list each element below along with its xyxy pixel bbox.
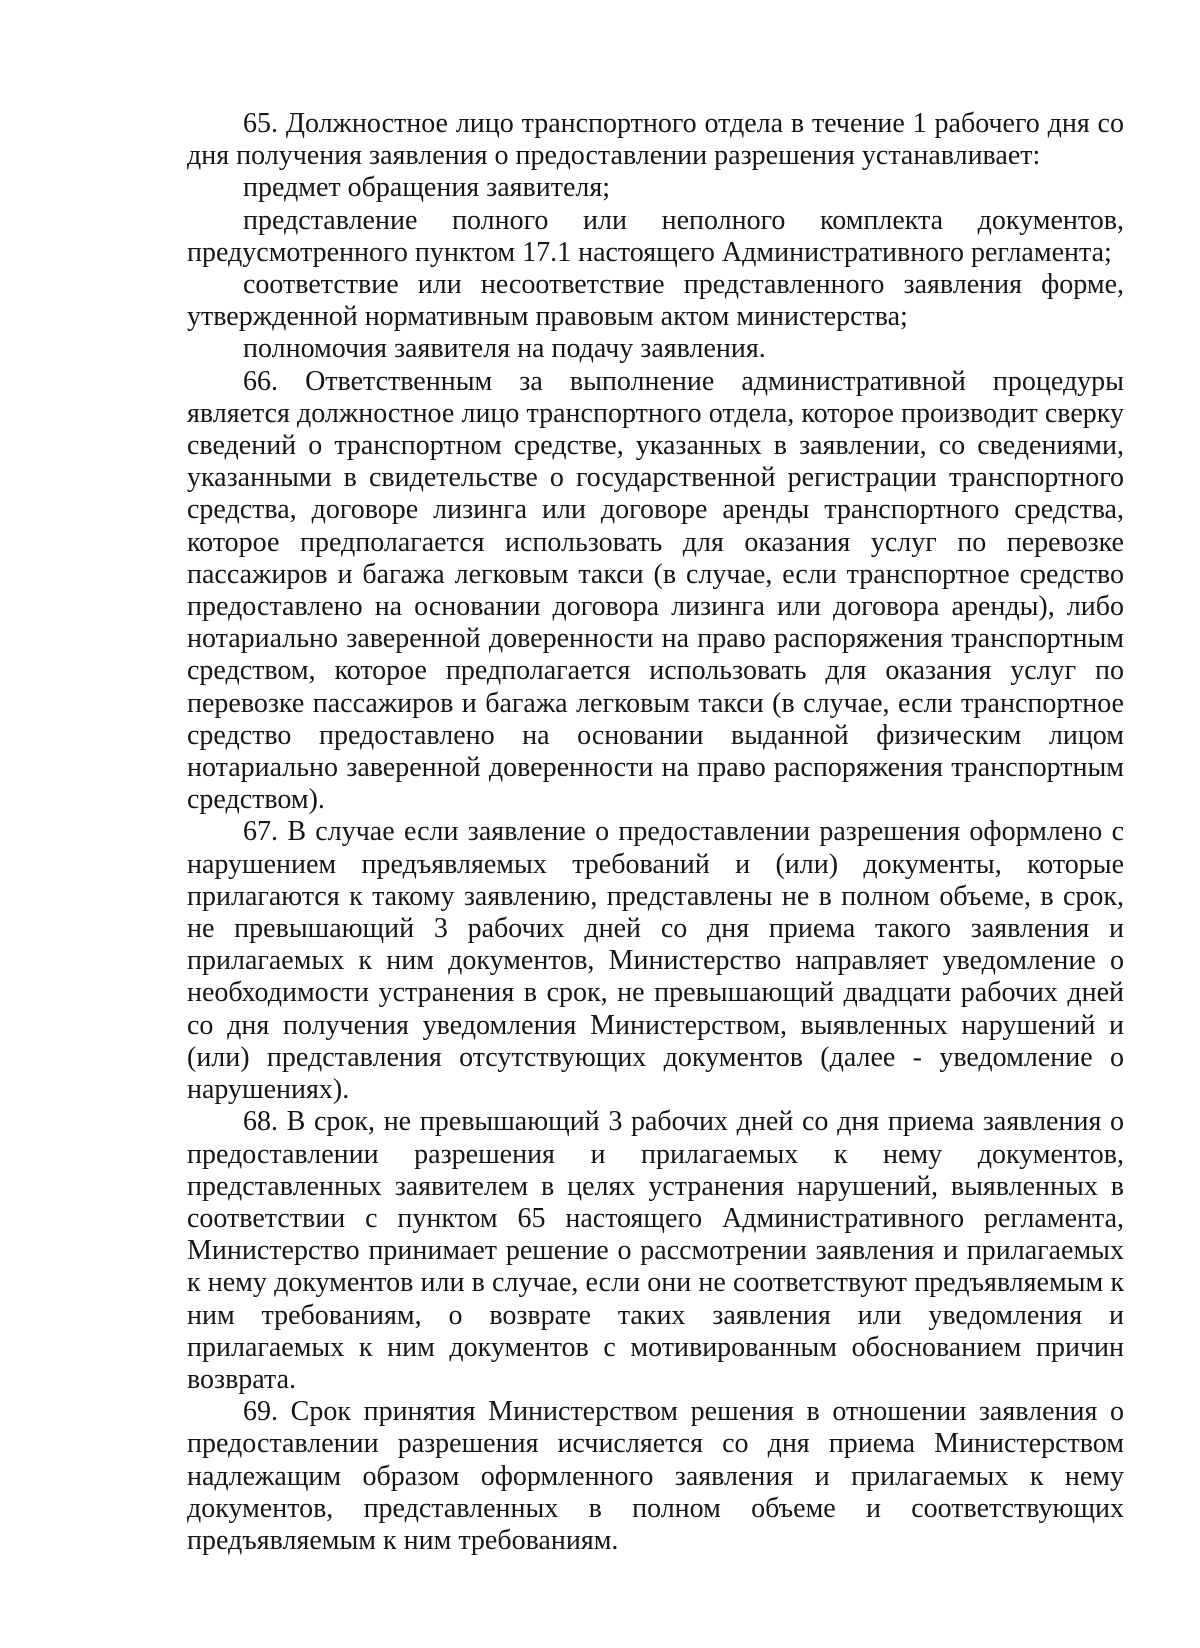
- paragraph-65: 65. Должностное лицо транспортного отдела в течение 1 рабочего дня со дня получения заявления о предоставлении разрешения устанавливает:: [187, 108, 1124, 172]
- paragraph-68: 68. В срок, не превышающий 3 рабочих дней со дня приема заявления о предоставлении разрешения и прилагаемых к нему документов, представленных заявителем в целях устранения нарушений, выявленных в соответствии с пунктом 65 настоящего Административного регламента, Министерство принимает решение о рассмотрении заявления и прилагаемых к нему документов или в случае, если они не соответствуют предъявляемым к ним требованиям, о возврате таких заявления или уведомления и прилагаемых к ним документов с мотивированным обоснованием причин возврата.: [187, 1106, 1124, 1395]
- paragraph-66: 66. Ответственным за выполнение административной процедуры является должностное лицо транспортного отдела, которое производит сверку сведений о транспортном средстве, указанных в заявлении, со сведениями, указанными в свидетельстве о государственной регистрации транспортного средства, договоре лизинга или договоре аренды транспортного средства, которое предполагается использовать для оказания услуг по перевозке пассажиров и багажа легковым такси (в случае, если транспортное средство предоставлено на основании договора лизинга или договора аренды), либо нотариально заверенной доверенности на право распоряжения транспортным средством, которое предполагается использовать для оказания услуг по перевозке пассажиров и багажа легковым такси (в случае, если транспортное средство предоставлено на основании выданной физическим лицом нотариально заверенной доверенности на право распоряжения транспортным средством).: [187, 365, 1124, 816]
- paragraph-65-item-form: соответствие или несоответствие представленного заявления форме, утвержденной нормативным правовым актом министерства;: [187, 269, 1124, 333]
- document-page: [187, 108, 1124, 1557]
- paragraph-65-item-documents: представление полного или неполного комплекта документов, предусмотренного пунктом 17.1 настоящего Административного регламента;: [187, 204, 1124, 268]
- paragraph-65-item-authority: полномочия заявителя на подачу заявления.: [243, 333, 766, 365]
- paragraph-67: 67. В случае если заявление о предоставлении разрешения оформлено с нарушением предъявляемых требований и (или) документы, которые прилагаются к такому заявлению, представлены не в полном объеме, в срок, не превышающий 3 рабочих дней со дня приема такого заявления и прилагаемых к ним документов, Министерство направляет уведомление о необходимости устранения в срок, не превышающий двадцати рабочих дней со дня получения уведомления Министерством, выявленных нарушений и (или) представления отсутствующих документов (далее - уведомление о нарушениях).: [187, 816, 1124, 1106]
- paragraph-69: 69. Срок принятия Министерством решения в отношении заявления о предоставлении разрешения исчисляется со дня приема Министерством надлежащим образом оформленного заявления и прилагаемых к нему документов, представленных в полном объеме и соответствующих предъявляемым к ним требованиям.: [187, 1396, 1124, 1556]
- paragraph-65-item-subject: предмет обращения заявителя;: [243, 172, 611, 204]
